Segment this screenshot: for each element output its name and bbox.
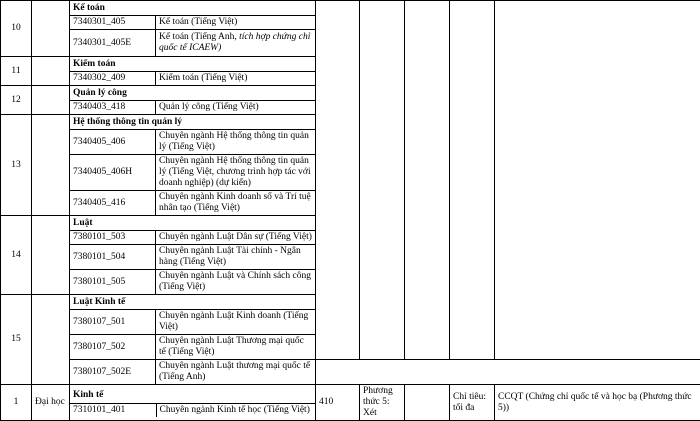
row-number: 13 bbox=[1, 115, 32, 216]
major-code: 7380101_504 bbox=[70, 245, 156, 270]
row-number: 1 bbox=[1, 385, 32, 421]
major-code: 7310101_401 bbox=[70, 403, 156, 417]
major-name: Kiểm toán (Tiếng Việt) bbox=[156, 72, 316, 86]
education-level: Đại học bbox=[32, 385, 70, 421]
major-code: 7380107_501 bbox=[70, 310, 156, 335]
row-number: 15 bbox=[1, 295, 32, 385]
major-code: 7380107_502E bbox=[70, 360, 156, 385]
major-name: Chuyên ngành Kinh tế học (Tiếng Việt) bbox=[156, 403, 316, 417]
major-name: Chuyên ngành Luật Tài chính - Ngân hàng (Tiếng Việt) bbox=[156, 245, 316, 270]
criteria: Chỉ tiêu: tối đa bbox=[450, 385, 495, 421]
table-row bbox=[1, 1, 700, 16]
group-title: Kiểm toán bbox=[70, 57, 316, 72]
major-name: Chuyên ngành Luật Kinh doanh (Tiếng Việt) bbox=[156, 310, 316, 335]
group-title: Hệ thống thông tin quản lý bbox=[70, 115, 316, 130]
major-code: 7340301_405E bbox=[70, 30, 156, 57]
major-name: Chuyên ngành Kinh doanh số và Trí tuệ nhân tạo (Tiếng Việt) bbox=[156, 191, 316, 216]
major-code: 7340302_409 bbox=[70, 72, 156, 86]
row-number: 11 bbox=[1, 57, 32, 86]
major-code: 7340301_405 bbox=[70, 16, 156, 30]
table-row bbox=[1, 385, 700, 421]
major-code: 7340405_406H bbox=[70, 155, 156, 191]
major-code: 7380101_503 bbox=[70, 231, 156, 245]
row-number: 14 bbox=[1, 216, 32, 295]
admission-method: Phương thức 5: Xét bbox=[360, 385, 405, 421]
major-code: 7340405_416 bbox=[70, 191, 156, 216]
major-name: Chuyên ngành Hệ thống thông tin quản lý (Tiếng Việt) bbox=[156, 130, 316, 155]
major-code: 7380107_502 bbox=[70, 335, 156, 360]
major-code: 7340405_406 bbox=[70, 130, 156, 155]
major-name: Chuyên ngành Luật và Chính sách công (Tiếng Việt) bbox=[156, 270, 316, 295]
group-title: Luật Kinh tế bbox=[70, 295, 316, 310]
major-name: Chuyên ngành Luật Dân sự (Tiếng Việt) bbox=[156, 231, 316, 245]
major-code: 7380101_505 bbox=[70, 270, 156, 295]
major-name: Quản lý công (Tiếng Việt) bbox=[156, 101, 316, 115]
major-name: Chuyên ngành Luật Thương mại quốc tế (Tiếng Việt) bbox=[156, 335, 316, 360]
table-row bbox=[1, 360, 700, 385]
major-code: 7340403_418 bbox=[70, 101, 156, 115]
major-name: Chuyên ngành Luật thương mại quốc tế (Tiếng Anh) bbox=[156, 360, 316, 385]
group-title: Kinh tế bbox=[70, 389, 316, 404]
group-title: Luật bbox=[70, 216, 316, 231]
row-number: 12 bbox=[1, 86, 32, 115]
major-name: Kế toán (Tiếng Anh, tích hợp chứng chỉ quốc tế ICAEW) bbox=[156, 30, 316, 57]
row-number: 10 bbox=[1, 1, 32, 57]
group-title: Quản lý công bbox=[70, 86, 316, 101]
note: CCQT (Chứng chỉ quốc tế và học bạ (Phương thức 5)) bbox=[495, 385, 700, 421]
group-title: Kế toán bbox=[70, 1, 316, 16]
quota: 410 bbox=[316, 385, 360, 421]
major-name: Kế toán (Tiếng Việt) bbox=[156, 16, 316, 30]
major-name: Chuyên ngành Hệ thống thông tin quản lý (Tiếng Việt, chương trình hợp tác với doanh nghiệp) (dự kiến) bbox=[156, 155, 316, 191]
